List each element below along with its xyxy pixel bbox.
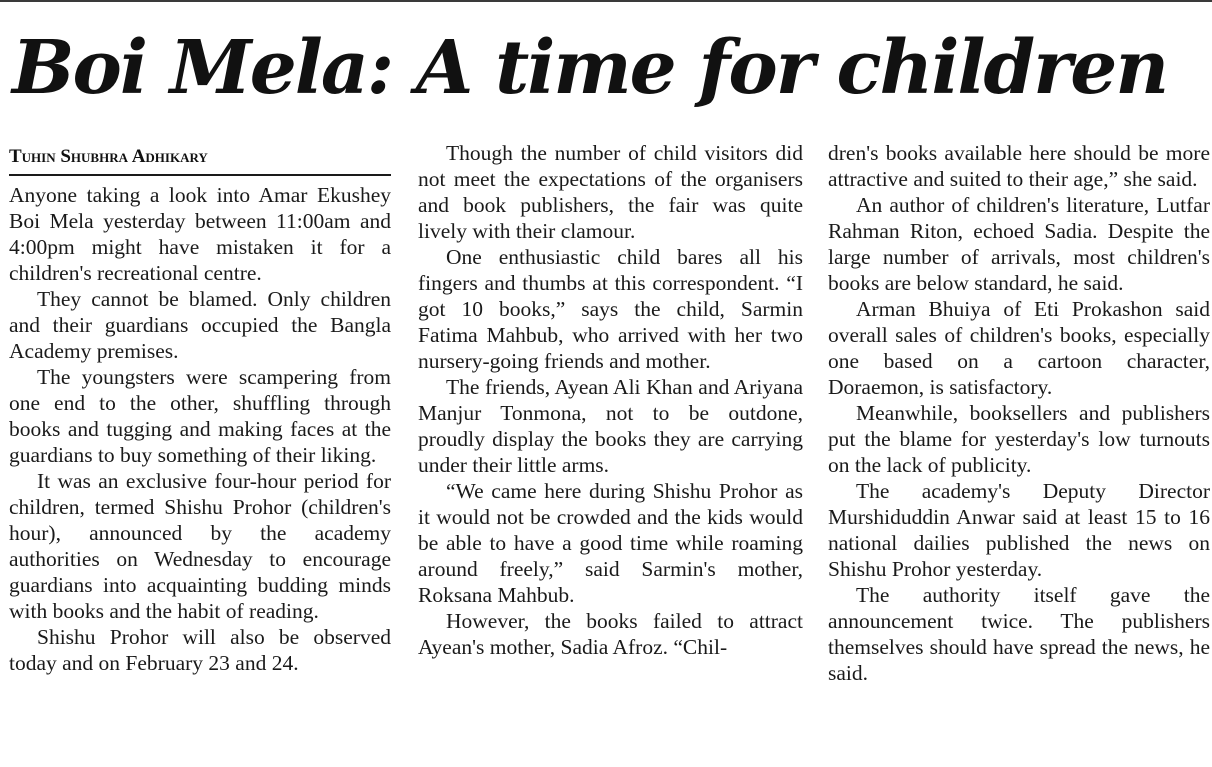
paragraph: However, the books failed to attract Ayean's mother, Sadia Afroz. “Chil- [418, 609, 803, 659]
paragraph: “We came here during Shishu Prohor as it would not be crowded and the kids would be able to have a good time while roaming around freely,” said Sarmin's mother, Roksana Mahbub. [418, 479, 803, 607]
paragraph: Though the number of child visitors did not meet the expectations of the organisers and book publishers, the fair was quite lively with their clamour. [418, 141, 803, 243]
paragraph: It was an exclusive four-hour period for children, termed Shishu Prohor (children's hour), announced by the academy authorities on Wednesday to encourage guardians into acquainting budding minds with books and the habit of reading. [9, 469, 391, 623]
paragraph: Meanwhile, booksellers and publishers put the blame for yesterday's low turnouts on the lack of publicity. [828, 401, 1210, 477]
paragraph: dren's books available here should be more attractive and suited to their age,” she said. [828, 141, 1210, 191]
headline: Boi Mela: A time for children [12, 25, 1168, 111]
column-1 [9, 140, 391, 676]
paragraph: Arman Bhuiya of Eti Prokashon said overall sales of children's books, especially one based on a cartoon character, Doraemon, is satisfactory. [828, 297, 1210, 399]
paragraph: Shishu Prohor will also be observed today and on February 23 and 24. [9, 625, 391, 675]
paragraph: The academy's Deputy Director Murshiduddin Anwar said at least 15 to 16 national dailies published the news on Shishu Prohor yesterday. [828, 479, 1210, 581]
top-rule [0, 0, 1212, 2]
paragraph: One enthusiastic child bares all his fingers and thumbs at this correspondent. “I got 10 books,” says the child, Sarmin Fatima Mahbub, who arrived with her two nursery-going friends and mother. [418, 245, 803, 373]
paragraph: Anyone taking a look into Amar Ekushey Boi Mela yesterday between 11:00am and 4:00pm might have mistaken it for a children's recreational centre. [9, 183, 391, 285]
paragraph: The youngsters were scampering from one end to the other, shuffling through books and tugging and making faces at the guardians to buy something of their liking. [9, 365, 391, 467]
paragraph: The authority itself gave the announcement twice. The publishers themselves should have spread the news, he said. [828, 583, 1210, 685]
paragraph: They cannot be blamed. Only children and their guardians occupied the Bangla Academy premises. [9, 287, 391, 363]
column-2 [418, 140, 803, 660]
byline: Tuhin Shubhra Adhikary [9, 140, 391, 176]
paragraph: The friends, Ayean Ali Khan and Ariyana Manjur Tonmona, not to be outdone, proudly display the books they are carrying under their little arms. [418, 375, 803, 477]
column-3 [828, 140, 1210, 686]
paragraph: An author of children's literature, Lutfar Rahman Riton, echoed Sadia. Despite the large number of arrivals, most children's books are below standard, he said. [828, 193, 1210, 295]
